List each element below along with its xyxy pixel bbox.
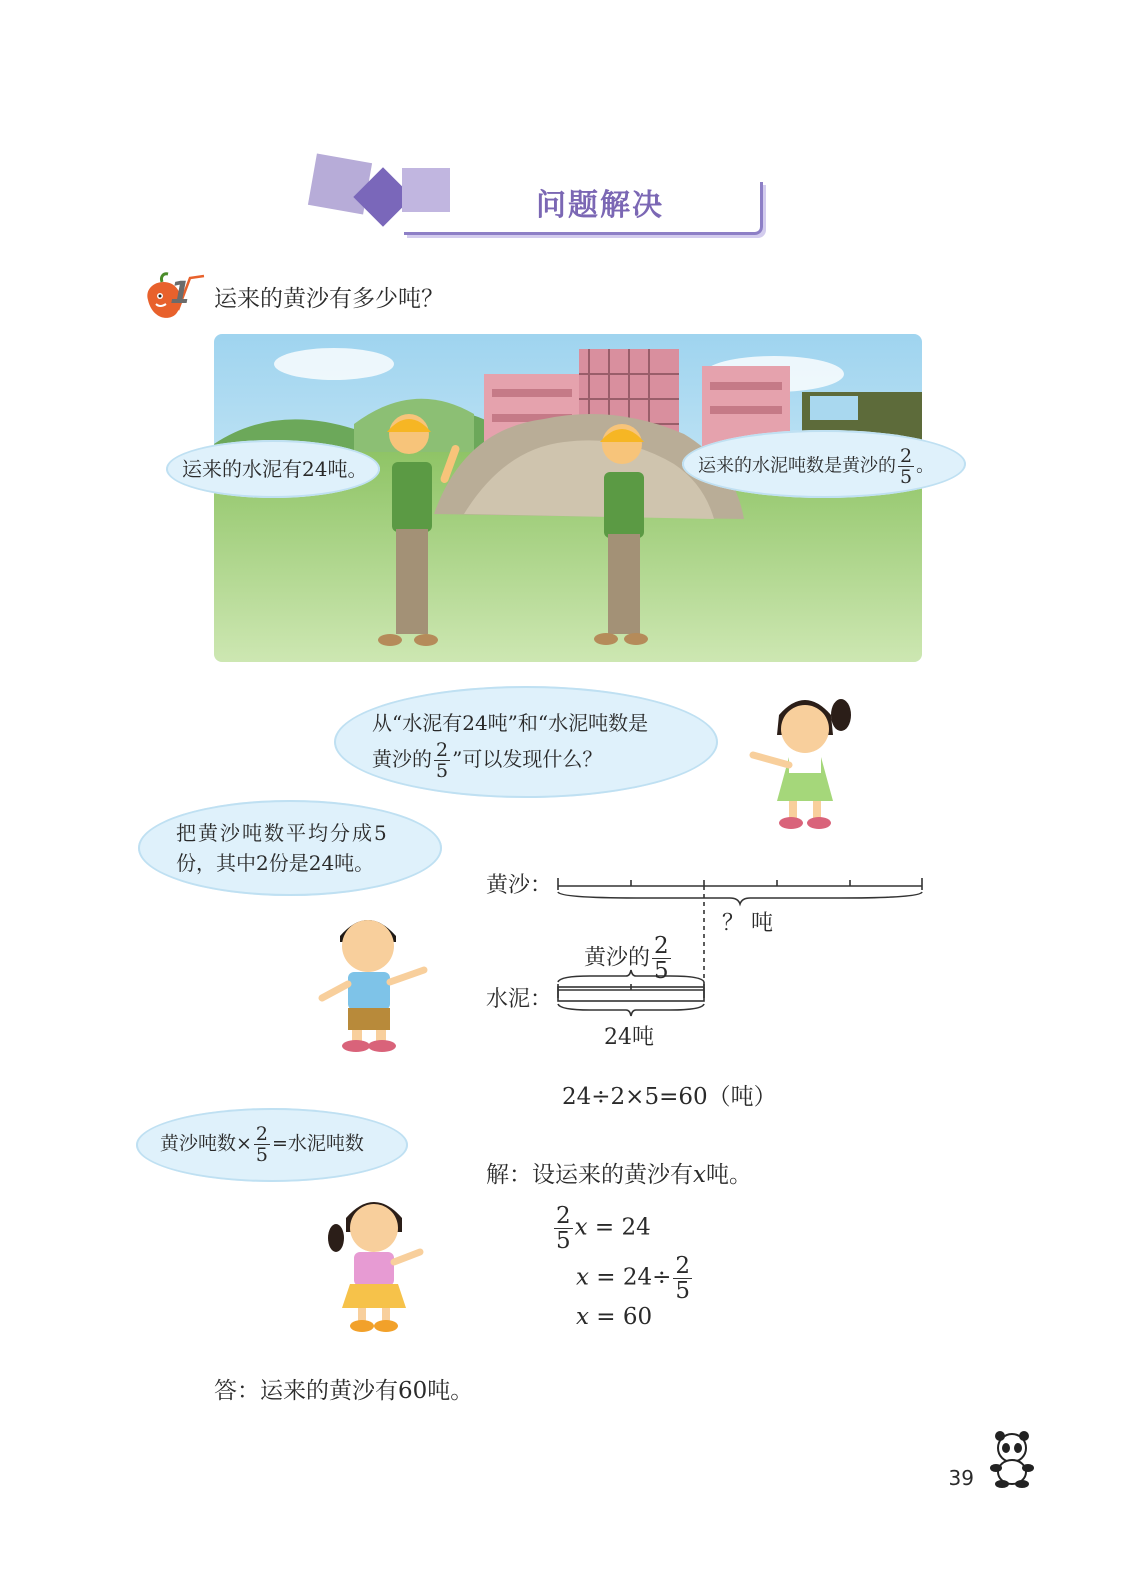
speech-line: 黄沙的 $\frac{2}{5}$ ”可以发现什么？	[372, 739, 603, 782]
cement-value: 24吨	[604, 1025, 654, 1050]
sand-label: 黄沙：	[486, 873, 553, 898]
speech-line: 份，其中2份是24吨。	[176, 851, 375, 875]
panda-icon	[984, 1428, 1040, 1488]
question-tons-label: ？ 吨	[722, 911, 773, 936]
answer-text: 答：运来的黄沙有60吨。	[214, 1378, 474, 1404]
speech-bubble-boy	[138, 800, 442, 896]
problem-number: 1	[170, 276, 191, 311]
boy-illustration	[312, 902, 432, 1054]
fraction-label: 黄沙的 $\frac{2}{5}$	[584, 933, 669, 984]
section-title: 问题解决	[536, 188, 664, 223]
equation-step-3: x = 60	[576, 1304, 653, 1330]
problem-question: 运来的黄沙有多少吨？	[214, 286, 444, 312]
equation-step-1: $\frac{2}{5}$ x = 24	[556, 1203, 651, 1254]
speech-text: 运来的水泥吨数是黄沙的 $\frac{2}{5}$ 。	[698, 445, 935, 488]
cement-label: 水泥：	[486, 987, 553, 1012]
speech-bubble-girl	[334, 686, 718, 798]
speech-text: 运来的水泥有24吨。	[182, 457, 368, 481]
speech-line: 从“水泥有24吨”和“水泥吨数是	[372, 711, 649, 735]
speech-bubble-girl2	[136, 1108, 408, 1182]
speech-line: 把黄沙吨数平均分成5	[176, 821, 389, 845]
equation-step-2: x = 24÷ $\frac{2}{5}$	[576, 1253, 691, 1304]
speech-bubble-right	[682, 430, 966, 498]
construction-scene	[214, 334, 922, 662]
arithmetic-solution: 24÷2×5=60（吨）	[562, 1084, 777, 1110]
page-number: 39	[948, 1466, 974, 1490]
solution-intro: 解：设运来的黄沙有x吨。	[486, 1162, 752, 1188]
speech-bubble-left	[166, 440, 380, 498]
girl-illustration	[745, 685, 860, 835]
speech-text: 黄沙吨数× $\frac{2}{5}$ =水泥吨数	[160, 1123, 364, 1166]
girl2-illustration	[322, 1186, 426, 1336]
